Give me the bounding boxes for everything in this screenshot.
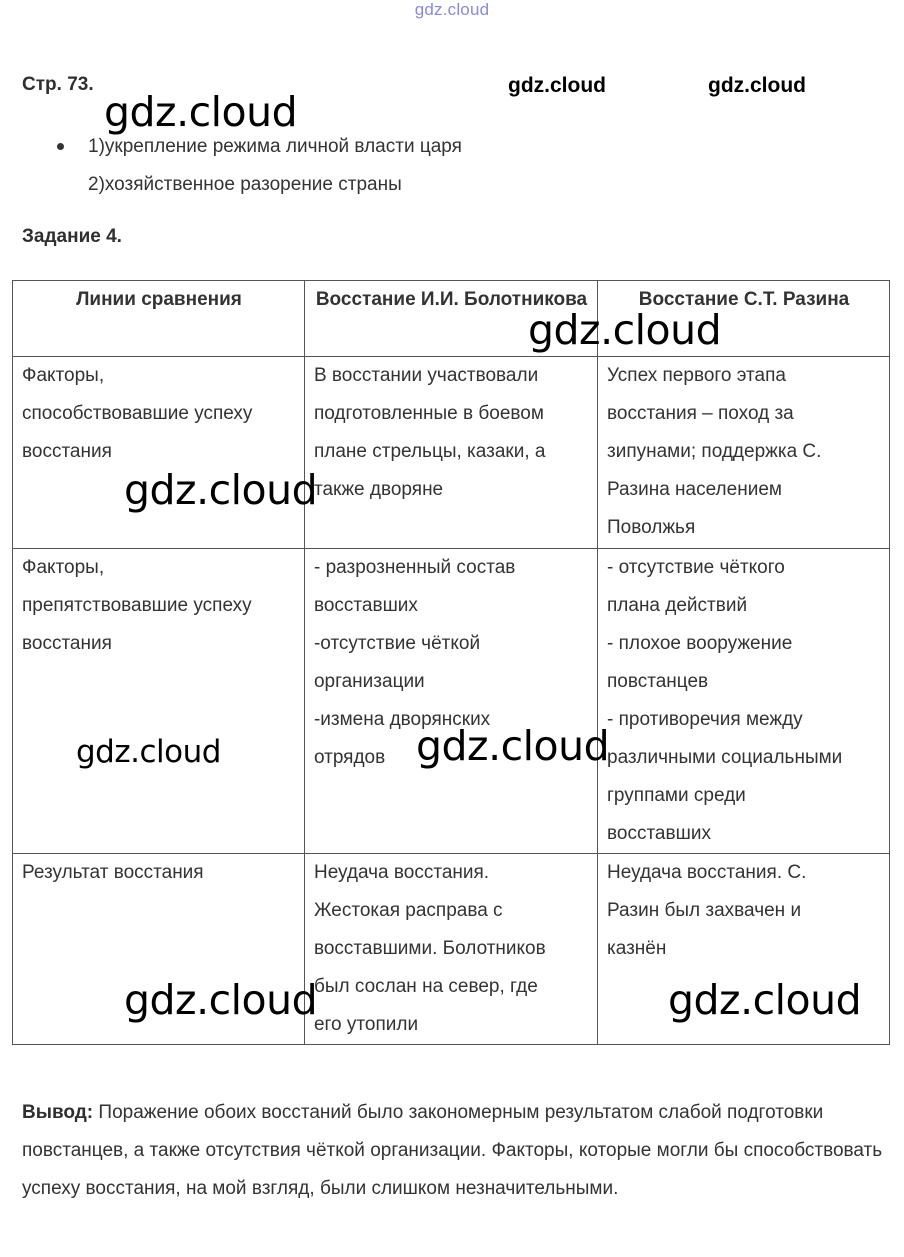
list-item-text: 1)укрепление режима личной власти царя [88, 136, 462, 157]
cell-text-line: Успех первого этапа [607, 365, 786, 386]
page-reference: Стр. 73. [22, 74, 94, 95]
cell-bolotnikov [304, 854, 597, 1045]
cell-text-line: восставших [313, 595, 418, 616]
table-row [13, 549, 890, 854]
cell-text-line: организации [313, 671, 425, 692]
cell-criterion [13, 549, 305, 854]
cell-text-line: Результат восстания [22, 862, 204, 883]
cell-text-line: подготовленные в боевом [313, 403, 544, 424]
cell-text-line: Разина населением [607, 479, 782, 500]
cell-text-line: группами среди [607, 785, 746, 806]
header-criteria: Линии сравнения [13, 281, 305, 357]
watermark-text: gdz.cloud [416, 722, 610, 770]
cell-text-line: - противоречия между [607, 709, 803, 730]
watermark-text: gdz.cloud [124, 976, 318, 1024]
header-bolotnikov: Восстание И.И. Болотникова [304, 281, 597, 357]
cell-text-line: способствовавшие успеху [22, 403, 253, 424]
watermark-text: gdz.cloud [528, 306, 722, 354]
cell-text-line: повстанцев [607, 671, 709, 692]
answer-list [22, 128, 462, 204]
watermark-text: gdz.cloud [76, 734, 221, 770]
cell-text-line: -измена дворянских [313, 709, 491, 730]
cell-text-line: различными социальными [607, 747, 843, 768]
watermark-text: gdz.cloud [668, 976, 862, 1024]
cell-text-line: Разин был захвачен и [607, 900, 802, 921]
cell-text-line: восставших [607, 823, 711, 844]
cell-text-line: - разрозненный состав [313, 557, 516, 578]
cell-text-line: восставшими. Болотников [313, 938, 546, 959]
bullet-icon [57, 143, 64, 150]
cell-text-line: восстания [22, 441, 112, 462]
cell-text-line: восстания – поход за [607, 403, 794, 424]
cell-text-line: препятствовавшие успеху [22, 595, 252, 616]
top-watermark: gdz.cloud [414, 0, 490, 19]
cell-text-line: - отсутствие чёткого [607, 557, 785, 578]
cell-text-line: Поволжья [607, 517, 696, 538]
cell-text-line: плане стрельцы, казаки, а [313, 441, 546, 462]
cell-text-line: был сослан на север, где [313, 976, 538, 997]
cell-text-line: Факторы, [22, 365, 105, 386]
cell-text-line: восстания [22, 633, 112, 654]
list-item [22, 166, 462, 204]
cell-text-line: зипунами; поддержка С. [607, 441, 822, 462]
cell-text-line: -отсутствие чёткой [313, 633, 481, 654]
cell-text-line: казнён [607, 938, 667, 959]
cell-text-line: Факторы, [22, 557, 105, 578]
cell-razin [598, 549, 890, 854]
comparison-table [12, 280, 890, 1045]
cell-text-line: плана действий [607, 595, 748, 616]
cell-text-line: Неудача восстания. С. [607, 862, 807, 883]
cell-bolotnikov [304, 357, 597, 549]
cell-razin [598, 357, 890, 549]
watermark-text: gdz.cloud [124, 466, 318, 514]
cell-text-line: Жестокая расправа с [313, 900, 503, 921]
task-title: Задание 4. [22, 226, 122, 247]
cell-text-line: В восстании участвовали [313, 365, 539, 386]
cell-text-line: - плохое вооружение [607, 633, 793, 654]
cell-text-line: его утопили [313, 1014, 419, 1035]
conclusion-text: Поражение обоих восстаний было закономерным результатом слабой подготовки повстанцев, а также отсутствия чёткой организации. Факторы, которые могли бы способствовать успеху восстания, на мой взгляд, были слишком незначительными. [22, 1102, 883, 1199]
cell-text-line: отрядов [313, 747, 386, 768]
table-row [13, 357, 890, 549]
cell-bolotnikov [304, 549, 597, 854]
cell-text-line: Неудача восстания. [313, 862, 490, 883]
header-razin: Восстание С.Т. Разина [598, 281, 890, 357]
watermark-text: gdz.cloud [508, 74, 606, 97]
conclusion-label: Вывод: [22, 1102, 94, 1123]
table-header-row [13, 281, 890, 357]
list-item-text: 2)хозяйственное разорение страны [88, 174, 402, 195]
cell-text-line: также дворяне [313, 479, 444, 500]
watermark-text: gdz.cloud [708, 74, 806, 97]
cell-criterion [13, 357, 305, 549]
watermark-text: gdz.cloud [104, 88, 298, 136]
conclusion [22, 1094, 884, 1208]
